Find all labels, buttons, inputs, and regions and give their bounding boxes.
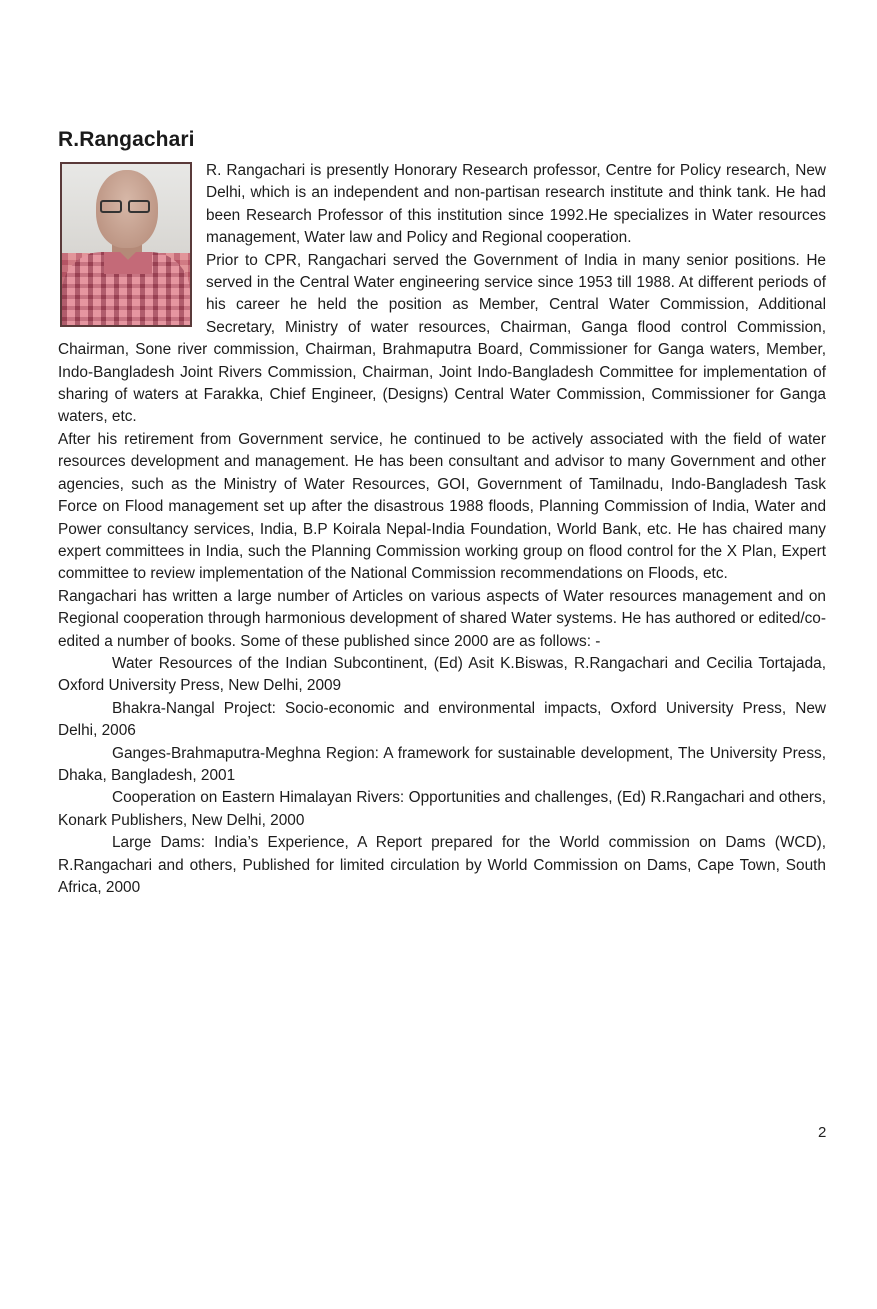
paragraph-intro: R. Rangachari is presently Honorary Research professor, Centre for Policy research, New Delhi, which is an independent and non-partisan research institute and think tank. He had been Research Professor of this institution since 1992.He specializes in Water resources management, Water law and Policy and Regional cooperation. bbox=[206, 162, 826, 247]
portrait-photo bbox=[60, 162, 192, 327]
book-reference: Cooperation on Eastern Himalayan Rivers: Opportunities and challenges, (Ed) R.Rangachari and others, Konark Publishers, New Delhi, 2000 bbox=[58, 789, 826, 829]
paragraph-retirement: After his retirement from Government service, he continued to be actively associated with the field of water resources development and management. He has been consultant and advisor to many Government and other agencies, such as the Ministry of Water Resources, GOI, Government of Tamilnadu, Indo-Bangladesh Task Force on Flood management set up after the disastrous 1988 floods, Planning Commission of India, Water and Power consultancy services, India, B.P Koirala Nepal-India Foundation, World Bank, etc. He has chaired many expert committees in India, such the Planning Commission working group on flood control for the X Plan, Expert committee to review implementation of the National Commission recommendations on Floods, etc. bbox=[58, 430, 826, 583]
page-number: 2 bbox=[818, 1124, 827, 1141]
photo-glasses bbox=[100, 200, 156, 214]
book-reference: Ganges-Brahmaputra-Meghna Region: A framework for sustainable development, The University Press, Dhaka, Bangladesh, 2001 bbox=[58, 744, 826, 784]
paragraph-publications: Rangachari has written a large number of Articles on various aspects of Water resources management and on Regional cooperation through harmonious development of shared Water systems. He has authored or edited/co-edited a number of books. Some of these published since 2000 are as follows: - bbox=[58, 587, 826, 650]
biography-body bbox=[58, 160, 826, 899]
book-reference: Bhakra-Nangal Project: Socio-economic and environmental impacts, Oxford University Press, New Delhi, 2006 bbox=[58, 699, 826, 740]
photo-collar bbox=[104, 252, 152, 274]
document-page bbox=[58, 128, 826, 899]
page-title: R.Rangachari bbox=[58, 128, 195, 151]
book-reference: Large Dams: India’s Experience, A Report prepared for the World commission on Dams (WCD), R.Rangachari and others, Published for limited circulation by World Commission on Dams, Cape Town, South Africa, 2000 bbox=[58, 834, 826, 896]
book-reference: Water Resources of the Indian Subcontinent, (Ed) Asit K.Biswas, R.Rangachari and Cecilia Tortajada, Oxford University Press, New Delhi, 2009 bbox=[58, 654, 826, 695]
paragraph-career: Prior to CPR, Rangachari served the Government of India in many senior positions. He served in the Central Water engineering service since 1953 till 1988. At different periods of his career he held the position as Member, Central Water Commission, Additional Secretary, Ministry of water resources, Chairman, Ganga flood control Commission, Chairman, Sone river commission, Chairman, Brahmaputra Board, Commissioner for Ganga waters, Member, Indo-Bangladesh Joint Rivers Commission, Chairman, Joint Indo-Bangladesh Committee for implementation of sharing of waters at Farakka, Chief Engineer, (Designs) Central Water Commission, Commissioner for Ganga waters, etc. bbox=[58, 251, 826, 426]
